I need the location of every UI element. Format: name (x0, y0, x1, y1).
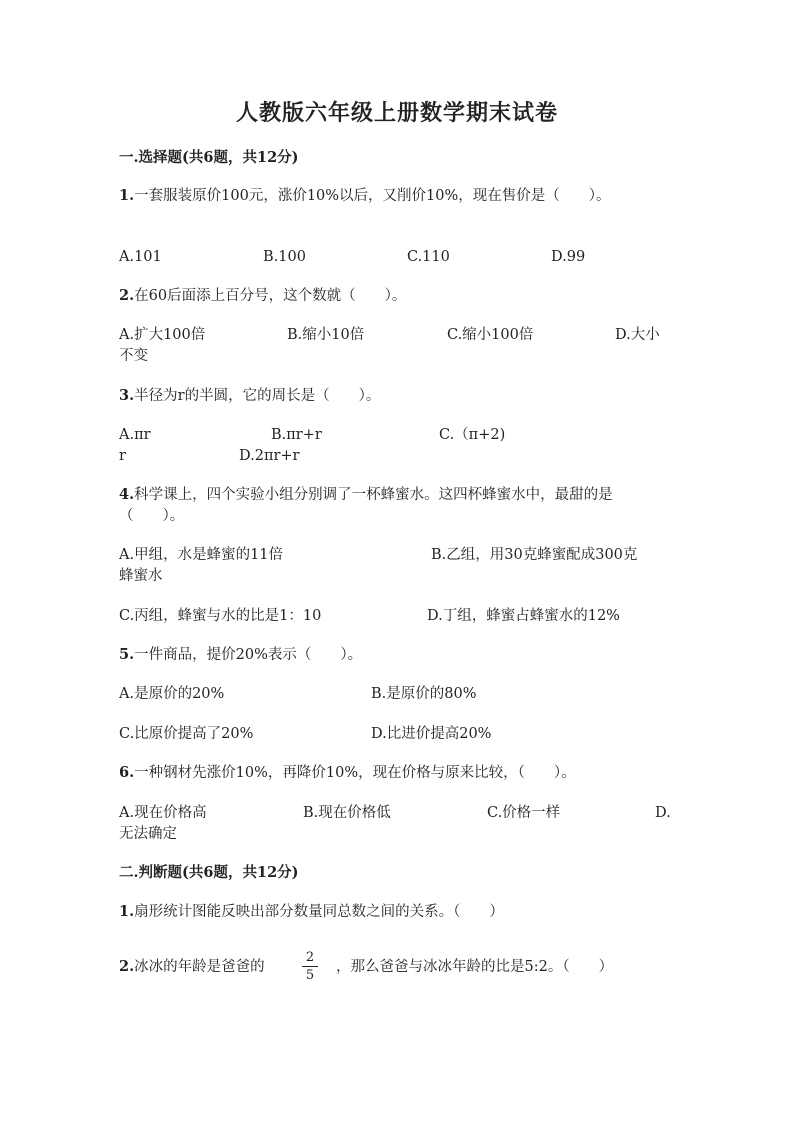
judgement-2-before (119, 957, 265, 977)
option-d-continued: 无法确定 (119, 826, 177, 842)
judgement-1 (119, 902, 504, 922)
question-text: 冰冰的年龄是爸爸的 (134, 959, 265, 975)
option-d: D. (655, 805, 671, 821)
question-text: 扇形统计图能反映出部分数量同总数之间的关系。（ ） (134, 904, 504, 920)
option-a: A.πr (119, 427, 151, 443)
fraction (300, 950, 320, 983)
option-d-continued: 不变 (119, 348, 148, 364)
option-c: C.比原价提高了20% (119, 726, 254, 742)
question-number: 5. (119, 646, 135, 663)
question-2 (119, 286, 406, 306)
question-text: 科学课上，四个实验小组分别调了一杯蜂蜜水。这四杯蜂蜜水中，最甜的是 (134, 487, 613, 503)
option-c: C.丙组，蜂蜜与水的比是1：10 (119, 608, 322, 624)
judgement-2-after: ，那么爸爸与冰冰年龄的比是5:2。（ ） (336, 959, 614, 975)
question-number: 3. (119, 387, 135, 404)
question-5 (119, 645, 362, 665)
option-a: A.是原价的20% (119, 686, 225, 702)
option-b: B.是原价的80% (371, 686, 477, 702)
question-number: 1. (119, 903, 135, 920)
question-text: 一套服装原价100元，涨价10%以后，又削价10%，现在售价是（ ）。 (134, 188, 611, 204)
option-d: D.比进价提高20% (371, 726, 492, 742)
option-c: C.价格一样 (487, 805, 561, 821)
question-number: 1. (119, 187, 135, 204)
option-d: D.大小 (615, 327, 660, 343)
question-number: 2. (119, 958, 135, 975)
option-b: B.πr+r (271, 427, 322, 443)
page-title: 人教版六年级上册数学期末试卷 (235, 100, 558, 126)
option-b: B.缩小10倍 (287, 327, 365, 343)
question-text: 在60后面添上百分号，这个数就（ ）。 (134, 288, 407, 304)
option-b: B.100 (263, 249, 306, 265)
question-number: 4. (119, 486, 135, 503)
option-c: C.（π+2) (439, 427, 506, 443)
section-heading-judgement: 二.判断题(共6题，共12分) (119, 864, 299, 881)
option-b-continued: 蜂蜜水 (119, 568, 163, 584)
option-d: D.99 (551, 249, 586, 265)
section-heading-choice: 一.选择题(共6题，共12分) (119, 149, 299, 166)
question-number: 6. (119, 764, 135, 781)
question-number: 2. (119, 287, 135, 304)
question-3 (119, 386, 380, 406)
option-a: A.甲组，水是蜂蜜的11倍 (119, 547, 284, 563)
option-b: B.乙组，用30克蜂蜜配成300克 (431, 547, 638, 563)
option-b: B.现在价格低 (303, 805, 391, 821)
question-6 (119, 763, 576, 783)
option-a: A.扩大100倍 (119, 327, 206, 343)
option-a: A.现在价格高 (119, 805, 207, 821)
fraction-denominator: 5 (305, 968, 315, 983)
question-4 (119, 485, 613, 505)
option-c: C.缩小100倍 (447, 327, 534, 343)
option-c-continued: r (119, 448, 126, 464)
question-text-continued: （ ）。 (119, 508, 185, 524)
question-text: 半径为r的半圆，它的周长是（ ）。 (134, 388, 381, 404)
question-text: 一种钢材先涨价10%，再降价10%，现在价格与原来比较，（ ）。 (134, 765, 576, 781)
question-text: 一件商品，提价20%表示（ ）。 (134, 647, 363, 663)
fraction-bar (302, 966, 318, 967)
option-a: A.101 (119, 249, 162, 265)
option-c: C.110 (407, 249, 450, 265)
fraction-numerator: 2 (305, 950, 315, 965)
question-1 (119, 186, 611, 206)
option-d: D.丁组，蜂蜜占蜂蜜水的12% (427, 608, 620, 624)
option-d: D.2πr+r (239, 448, 300, 464)
